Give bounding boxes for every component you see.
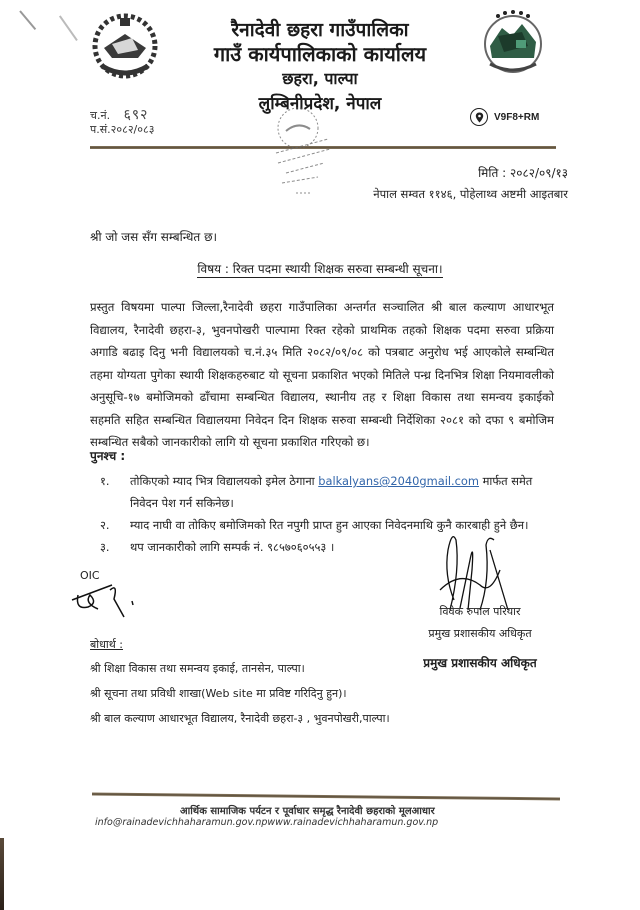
postscript-heading: पुनश्च : xyxy=(90,449,126,463)
item-text: थप जानकारीको लागि सम्पर्क नं. ९८५७०६०५५३ । xyxy=(130,540,335,554)
cc-item: श्री बाल कल्याण आधारभूत विद्यालय, रैनादेवी छहरा-३ , भुवनपोखरी,पाल्पा। xyxy=(90,712,390,725)
cc-item: श्री शिक्षा विकास तथा समन्वय इकाई, तानसेन, पाल्पा। xyxy=(90,662,305,675)
cc-list xyxy=(90,656,390,731)
subject-text: विषय : रिक्त पदमा स्थायी शिक्षक सरुवा सम्बन्धी सूचना। xyxy=(197,262,443,276)
salutation: श्री जो जस सँग सम्बन्धित छ। xyxy=(90,230,218,244)
pen-mark xyxy=(19,10,36,30)
office-province: लुम्बिनीप्रदेश, नेपाल xyxy=(258,94,382,114)
subject-line xyxy=(0,260,640,277)
municipality-logo-icon xyxy=(478,6,548,78)
item-text-part: मार्फत समेत निवेदन पेश गर्न सकिनेछ। xyxy=(130,474,533,510)
signatory-title: प्रमुख प्रशासकीय अधिकृत xyxy=(428,627,532,640)
office-address: छहरा, पाल्पा xyxy=(282,69,358,88)
footer-motto: आर्थिक सामाजिक पर्यटन र पूर्वाधार समृद्ध रैनादेवी छहराको मूलआधार xyxy=(180,806,435,817)
signatory-name: विवेक रुपाल परियार xyxy=(439,605,521,618)
item-text xyxy=(130,470,560,514)
map-pin-icon xyxy=(470,108,488,126)
nepal-samvat-date: नेपाल सम्वत ११४६, पोहेलाथ्व अष्टमी आइतबार xyxy=(373,187,568,201)
footer-contact: info@rainadevichhaharamun.gov.npwww.rainadevichhaharamun.gov.np xyxy=(95,817,439,828)
item-number: १. xyxy=(100,474,110,488)
notice-body: प्रस्तुत विषयमा पाल्पा जिल्ला,रैनादेवी छहरा गाउँपालिका अन्तर्गत सञ्चालित श्री बाल कल्याण आधारभूत विद्यालय, रैनादेवी छहरा-३, भुवनपोखरी पाल्पामा रिक्त रहेको प्राथमिक तहको शिक्षक पदमा सरुवा प्रक्रिया अगाडि बढाइ दिनु भनी विद्यालयको च.नं.३५ मिति २०८२/०९/०८ को पत्रबाट अनुरोध भई आएकोले सम्बन्धित तहमा योग्यता पुगेका स्थायी शिक्षकहरुबाट यो सूचना प्रकाशित भएको मितिले पन्ध्र दिनभित्र शिक्षा नियमावलीको अनुसूचि-१७ बमोजिमको ढाँचामा सम्बन्धित विद्यालय, स्थानीय तह र शिक्षा विकास तथा समन्वय इकाईको सहमति सहित सम्बन्धित विद्यालयमा निवेदन दिन शिक्षक सरुवा सम्बन्धी निर्देशिका २०८१ को दफा ९ बमोजिम सम्बन्धित सबैको जानकारीको लागि यो सूचना प्रकाशित गरिएको छ। xyxy=(90,300,555,449)
item-number: २. xyxy=(100,518,110,532)
school-email-link[interactable]: balkalyans@2040gmail.com xyxy=(318,474,479,488)
item-text-part: तोकिएको म्याद भित्र विद्यालयको इमेल ठेगाना xyxy=(130,474,319,488)
oic-label: OIC xyxy=(80,569,100,582)
cc-item: श्री सूचना तथा प्रविधी शाखा(Web site मा प्रविष्ट गरिदिनु हुन)। xyxy=(90,687,347,700)
item-text: म्याद नाघी वा तोकिए बमोजिमको रित नपुगी प्राप्त हुन आएका निवेदनमाथि कुनै कारबाही हुने छैन। xyxy=(130,518,529,532)
government-emblem-icon xyxy=(88,10,162,82)
footer-divider xyxy=(92,793,560,801)
oic-initials-icon xyxy=(70,565,140,625)
cc-heading: बोधार्थ : xyxy=(90,638,123,651)
office-name: रैनादेवी छहरा गाउँपालिका xyxy=(231,19,409,41)
plus-code xyxy=(470,108,539,126)
item-number: ३. xyxy=(100,540,110,554)
postscript-item xyxy=(100,470,560,514)
office-subtitle: गाउँ कार्यपालिकाको कार्यालय xyxy=(213,42,427,66)
dispatch-value: ६९२ xyxy=(123,107,149,123)
scan-edge xyxy=(0,838,4,910)
fiscal-year: प.सं.२०८२/०८३ xyxy=(90,123,155,136)
dispatch-label: च.नं. xyxy=(90,109,111,122)
plus-code-text: V9F8+RM xyxy=(494,111,540,123)
office-stamp-icon xyxy=(268,103,340,198)
letter-date: मिति : २०८२/०९/१३ xyxy=(478,166,568,180)
signature-icon xyxy=(430,530,520,615)
pen-mark xyxy=(59,15,77,40)
designation-stamp: प्रमुख प्रशासकीय अधिकृत xyxy=(423,656,537,670)
